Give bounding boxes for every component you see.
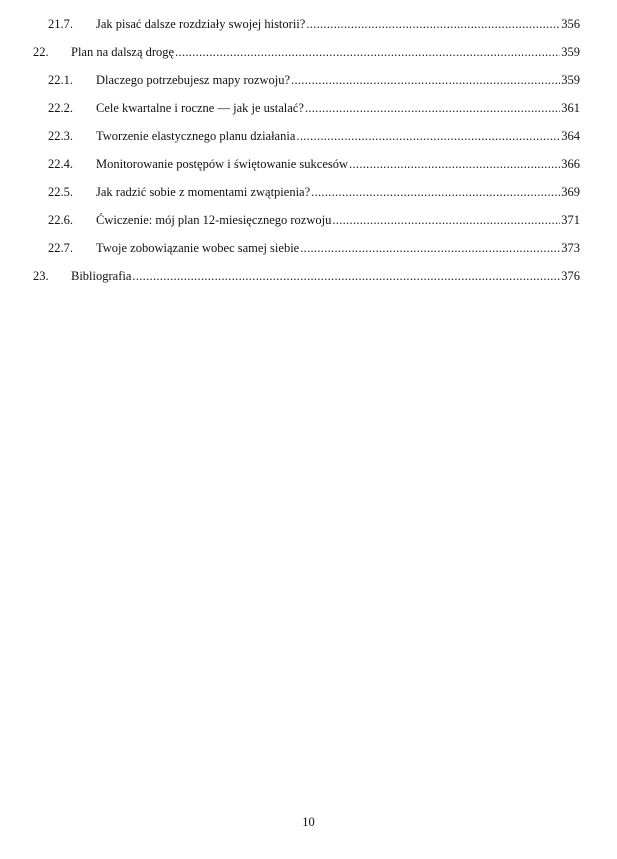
dot-leader (349, 157, 560, 172)
toc-entry[interactable] (0, 150, 617, 178)
dot-leader (332, 213, 560, 228)
toc-entry-page[interactable]: 359 (561, 44, 580, 59)
toc-entry-number: 23. (33, 268, 49, 283)
toc-entry-page[interactable]: 371 (561, 212, 580, 227)
dot-leader (306, 17, 560, 32)
toc-entry-number: 21.7. (48, 16, 73, 31)
toc-entry-line (96, 157, 580, 172)
toc-entry-number: 22.7. (48, 240, 73, 255)
toc-entry-line (71, 45, 580, 60)
toc-entry-page[interactable]: 364 (561, 128, 580, 143)
toc-entry-title[interactable]: Jak pisać dalsze rozdziały swojej historii? (96, 16, 306, 31)
dot-leader (296, 129, 560, 144)
toc-entry-page[interactable]: 376 (561, 268, 580, 283)
toc-entry-title[interactable]: Jak radzić sobie z momentami zwątpienia? (96, 184, 311, 199)
toc-entry-number: 22.4. (48, 156, 73, 171)
toc-entry[interactable] (0, 206, 617, 234)
toc-entry[interactable] (0, 38, 617, 66)
page-number: 10 (302, 815, 315, 829)
dot-leader (132, 269, 560, 284)
toc-entry[interactable] (0, 10, 617, 38)
toc-entry[interactable] (0, 66, 617, 94)
toc-entry-line (96, 213, 580, 228)
toc-entry-number: 22.1. (48, 72, 73, 87)
toc-entry[interactable] (0, 234, 617, 262)
toc-entry-line (96, 73, 580, 88)
table-of-contents (0, 10, 617, 290)
toc-entry-title[interactable]: Bibliografia (71, 268, 132, 283)
toc-entry-page[interactable]: 359 (561, 72, 580, 87)
toc-entry-page[interactable]: 373 (561, 240, 580, 255)
toc-entry-number: 22. (33, 44, 49, 59)
dot-leader (291, 73, 560, 88)
toc-entry[interactable] (0, 262, 617, 290)
toc-entry-title[interactable]: Plan na dalszą drogę (71, 44, 175, 59)
toc-entry-page[interactable]: 369 (561, 184, 580, 199)
toc-entry-number: 22.5. (48, 184, 73, 199)
toc-entry-line (71, 269, 580, 284)
toc-entry-number: 22.3. (48, 128, 73, 143)
toc-entry-title[interactable]: Ćwiczenie: mój plan 12-miesięcznego rozwoju (96, 212, 332, 227)
toc-entry[interactable] (0, 178, 617, 206)
dot-leader (311, 185, 560, 200)
toc-entry-title[interactable]: Dlaczego potrzebujesz mapy rozwoju? (96, 72, 291, 87)
toc-entry-number: 22.2. (48, 100, 73, 115)
toc-entry-title[interactable]: Tworzenie elastycznego planu działania (96, 128, 296, 143)
dot-leader (175, 45, 560, 60)
toc-entry-line (96, 129, 580, 144)
toc-entry[interactable] (0, 94, 617, 122)
dot-leader (305, 101, 560, 116)
toc-entry-line (96, 17, 580, 32)
dot-leader (300, 241, 560, 256)
toc-entry-line (96, 241, 580, 256)
toc-entry-line (96, 185, 580, 200)
toc-entry[interactable] (0, 122, 617, 150)
toc-entry-page[interactable]: 366 (561, 156, 580, 171)
toc-entry-title[interactable]: Twoje zobowiązanie wobec samej siebie (96, 240, 300, 255)
toc-entry-title[interactable]: Monitorowanie postępów i świętowanie sukcesów (96, 156, 349, 171)
toc-entry-page[interactable]: 356 (561, 16, 580, 31)
toc-entry-line (96, 101, 580, 116)
toc-entry-page[interactable]: 361 (561, 100, 580, 115)
toc-entry-number: 22.6. (48, 212, 73, 227)
toc-entry-title[interactable]: Cele kwartalne i roczne — jak je ustalać? (96, 100, 304, 115)
